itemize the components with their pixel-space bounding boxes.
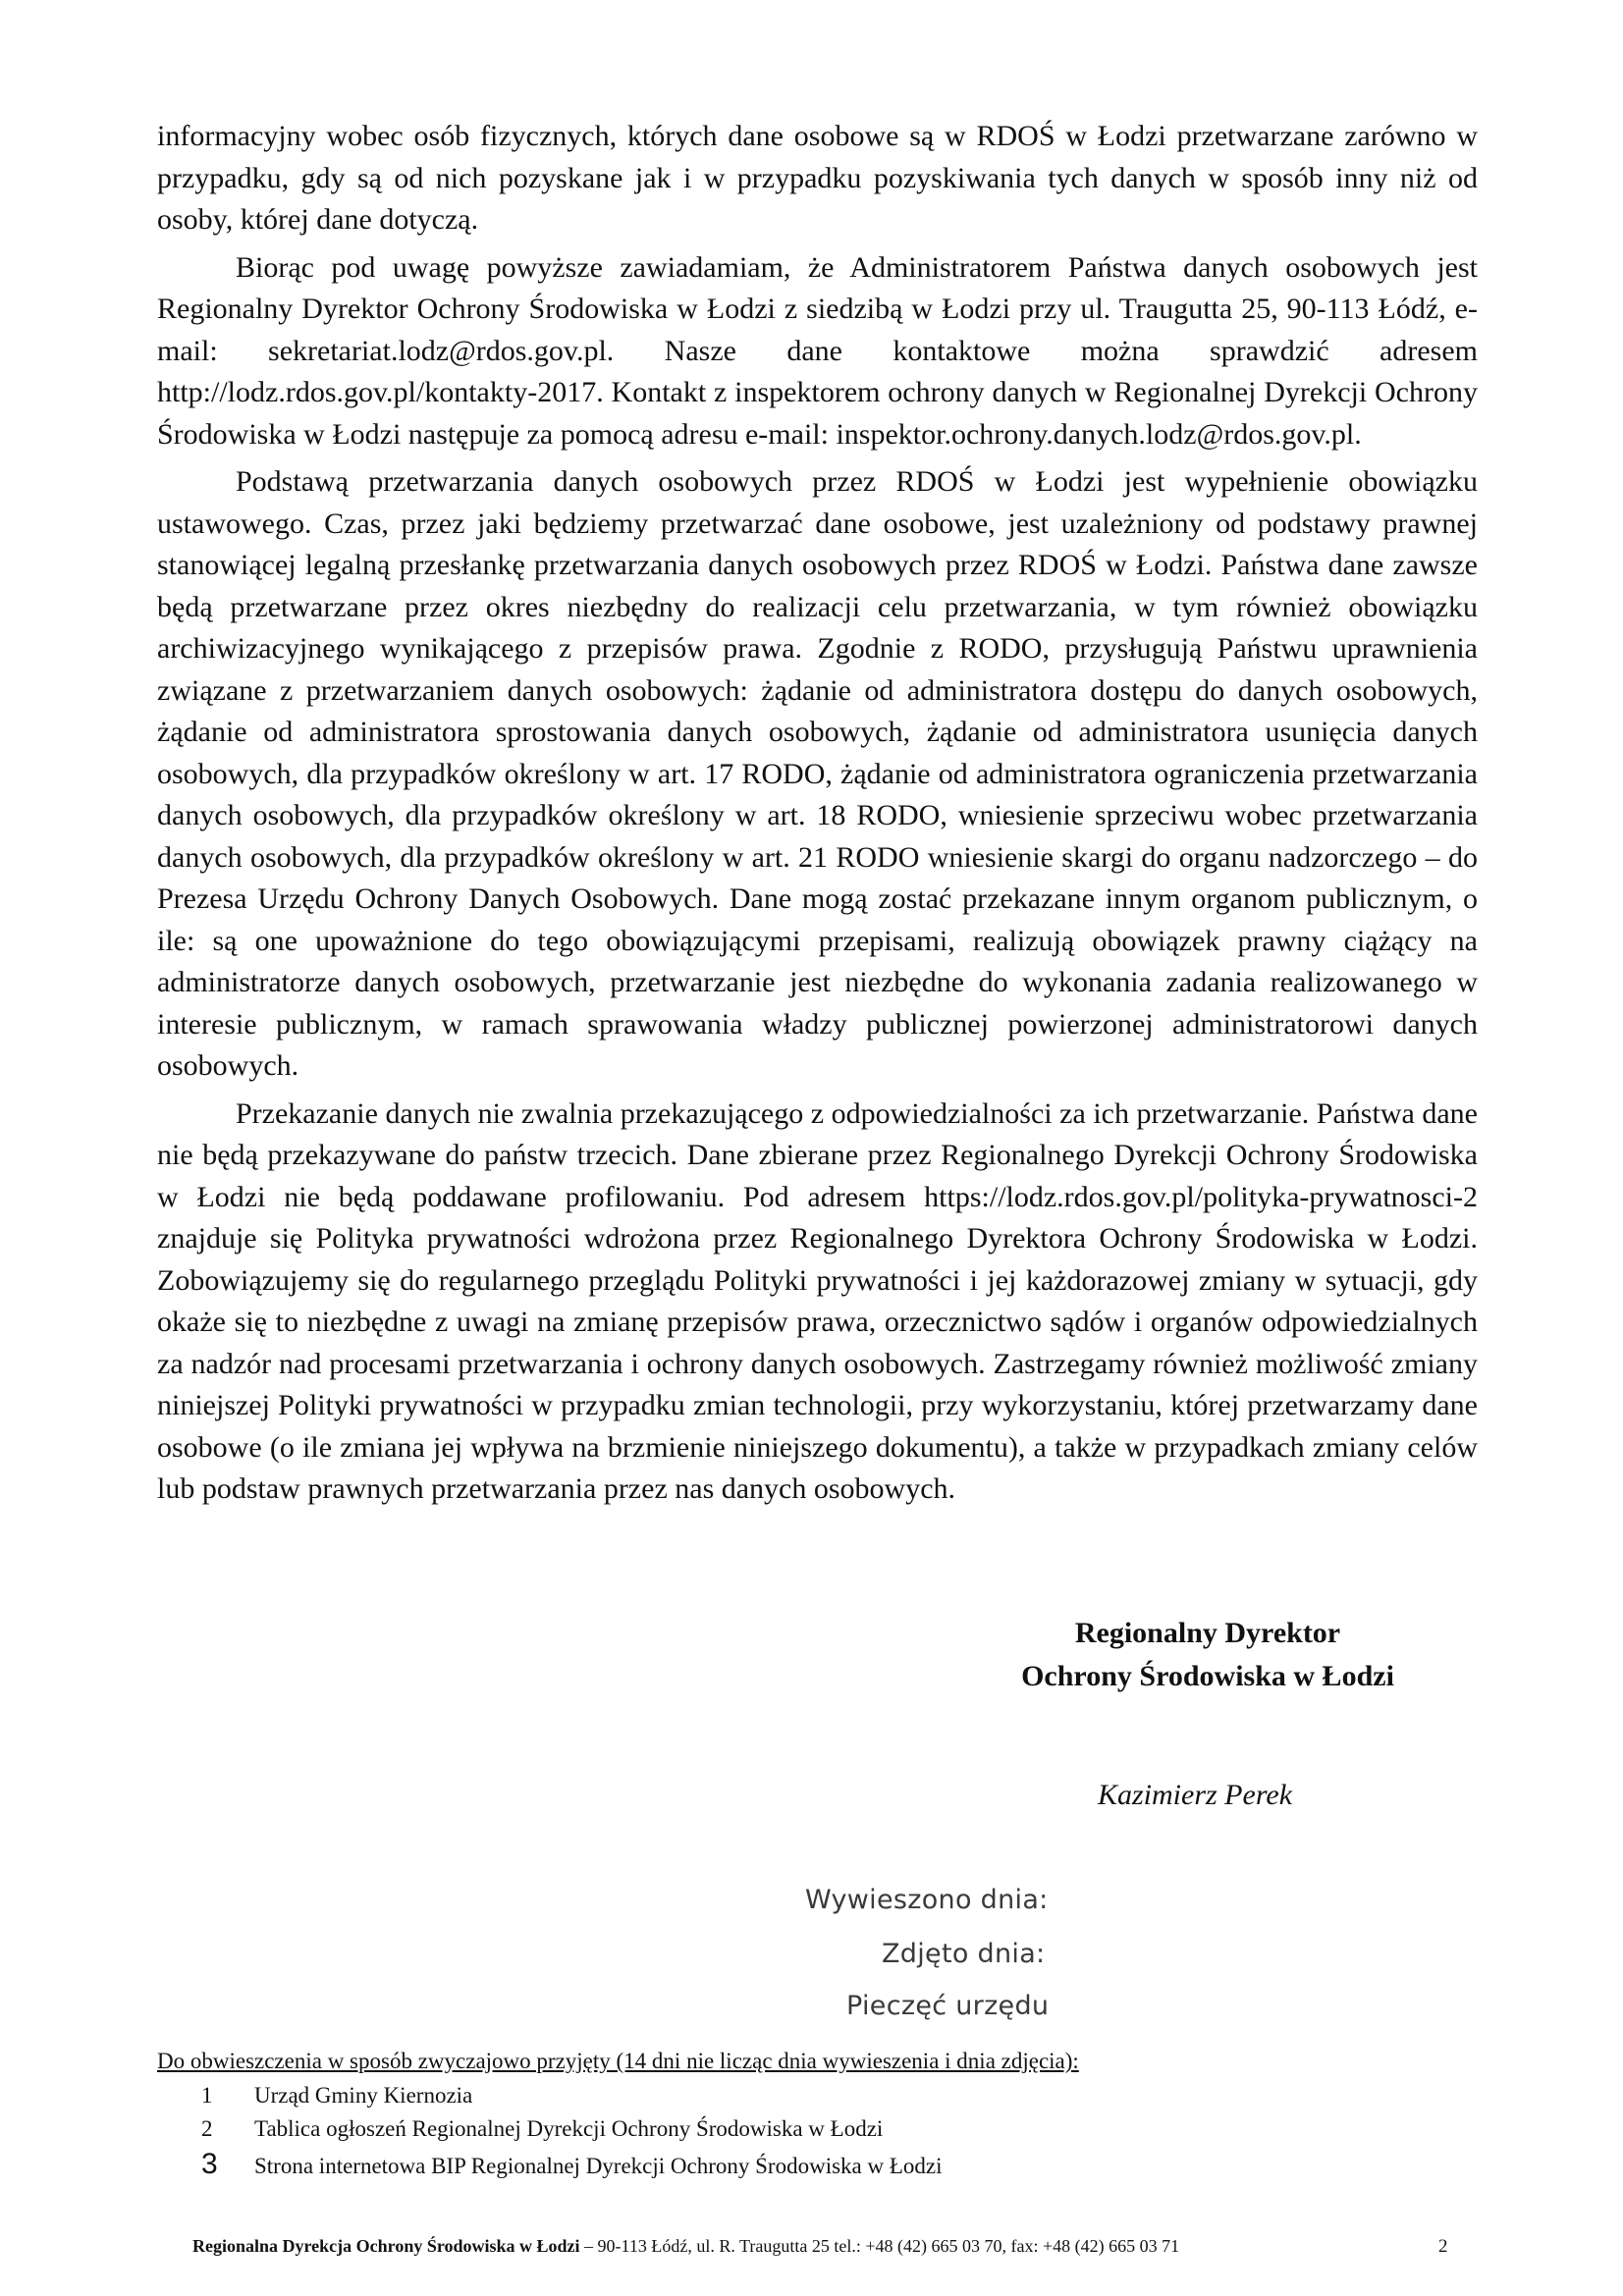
- page-number: 2: [1438, 2236, 1448, 2257]
- signer-name: Kazimierz Perek: [1098, 1779, 1293, 1811]
- footer-address: – 90-113 Łódź, ul. R. Traugutta 25 tel.: +48 (42) 665 03 70, fax: +48 (42) 665 03 71: [579, 2236, 1180, 2256]
- list-item-number: 2: [201, 2116, 213, 2141]
- footer-org: Regionalna Dyrekcja Ochrony Środowiska w Łodzi: [192, 2236, 580, 2256]
- document-body: [157, 116, 1478, 1517]
- signature-title-line2: Ochrony Środowiska w Łodzi: [1021, 1660, 1394, 1692]
- notice-heading: Do obwieszczenia w sposób zwyczajowo przyjęty (14 dni nie licząc dnia wywieszenia i dnia zdjęcia):: [157, 2049, 1079, 2073]
- paragraph-legal-basis: Podstawą przetwarzania danych osobowych przez RDOŚ w Łodzi jest wypełnienie obowiązku ustawowego. Czas, przez jaki będziemy przetwarzać dane osobowe, jest uzależniony od podstawy prawnej stanowiącej legalną przesłankę przetwarzania danych osobowych przez RDOŚ w Łodzi. Państwa dane zawsze będą przetwarzane przez okres niezbędny do realizacji celu przetwarzania, w tym również obowiązku archiwizacyjnego wynikającego z przepisów prawa. Zgodnie z RODO, przysługują Państwu uprawnienia związane z przetwarzaniem danych osobowych: żądanie od administratora dostępu do danych osobowych, żądanie od administratora sprostowania danych osobowych, żądanie od administratora usunięcia danych osobowych, dla przypadków określony w art. 17 RODO, żądanie od administratora ograniczenia przetwarzania danych osobowych, dla przypadków określony w art. 18 RODO, wniesienie sprzeciwu wobec przetwarzania danych osobowych, dla przypadków określony w art. 21 RODO wniesienie skargi do organu nadzorczego – do Prezesa Urzędu Ochrony Danych Osobowych. Dane mogą zostać przekazane innym organom publicznym, o ile: są one upoważnione do tego obowiązującymi przepisami, realizują obowiązek prawny ciążący na administratorze danych osobowych, przetwarzanie jest niezbędne do wykonania zadania realizowanego w interesie publicznym, w ramach sprawowania władzy publicznej powierzonej administratorowi danych osobowych.: [157, 465, 1478, 1082]
- paragraph-administrator: Biorąc pod uwagę powyższe zawiadamiam, że Administratorem Państwa danych osobowych jest Regionalny Dyrektor Ochrony Środowiska w Łodzi z siedzibą w Łodzi przy ul. Traugutta 25, 90-113 Łódź, e-mail: sekretariat.lodz@rdos.gov.pl. Nasze dane kontaktowe można sprawdzić adresem http://lodz.rdos.gov.pl/kontakty-2017. Kontakt z inspektorem ochrony danych w Regionalnej Dyrekcji Ochrony Środowiska w Łodzi następuje za pomocą adresu e-mail: inspektor.ochrony.danych.lodz@rdos.gov.pl.: [157, 250, 1478, 451]
- signature-title-line1: Regionalny Dyrektor: [1074, 1617, 1341, 1649]
- paragraph-intro-continued: informacyjny wobec osób fizycznych, których dane osobowe są w RDOŚ w Łodzi przetwarzane zarówno w przypadku, gdy są od nich pozyskane jak i w przypadku pozyskiwania tych danych w sposób inny niż od osoby, której dane dotyczą.: [157, 120, 1478, 236]
- footer: [192, 2236, 1179, 2257]
- paragraph-privacy-policy: Przekazanie danych nie zwalnia przekazującego z odpowiedzialności za ich przetwarzanie. Państwa dane nie będą przekazywane do państw trzecich. Dane zbierane przez Regionalnego Dyrekcji Ochrony Środowiska w Łodzi nie będą poddawane profilowaniu. Pod adresem https://lodz.rdos.gov.pl/polityka-prywatnosci-2 znajduje się Polityka prywatności wdrożona przez Regionalnego Dyrektora Ochrony Środowiska w Łodzi. Zobowiązujemy się do regularnego przeglądu Polityki prywatności i jej każdorazowej zmiany w sytuacji, gdy okaże się to niezbędne z uwagi na zmianę przepisów prawa, orzecznictwo sądów i organów odpowiedzialnych za nadzór nad procesami przetwarzania i ochrony danych osobowych. Zastrzegamy również możliwość zmiany niniejszej Polityki prywatności w przypadku zmian technologii, przy wykorzystaniu, której przetwarzamy dane osobowe (o ile zmiana jej wpływa na brzmienie niniejszego dokumentu), a także w przypadkach zmiany celów lub podstaw prawnych przetwarzania przez nas danych osobowych.: [157, 1096, 1478, 1505]
- list-item: [201, 2116, 883, 2142]
- list-item-text: Urząd Gminy Kiernozia: [254, 2083, 473, 2108]
- list-item-text: Strona internetowa BIP Regionalnej Dyrekcji Ochrony Środowiska w Łodzi: [254, 2154, 943, 2178]
- list-item: [201, 2148, 943, 2181]
- stamp-posted-date: Wywieszono dnia:: [805, 1885, 1049, 1915]
- stamp-removed-date: Zdjęto dnia:: [882, 1939, 1046, 1969]
- list-item-number: 1: [201, 2083, 213, 2108]
- list-item-text: Tablica ogłoszeń Regionalnej Dyrekcji Ochrony Środowiska w Łodzi: [254, 2116, 884, 2141]
- list-item: [201, 2083, 472, 2109]
- list-item-number: 3: [201, 2148, 218, 2180]
- stamp-office-seal: Pieczęć urzędu: [846, 1991, 1050, 2021]
